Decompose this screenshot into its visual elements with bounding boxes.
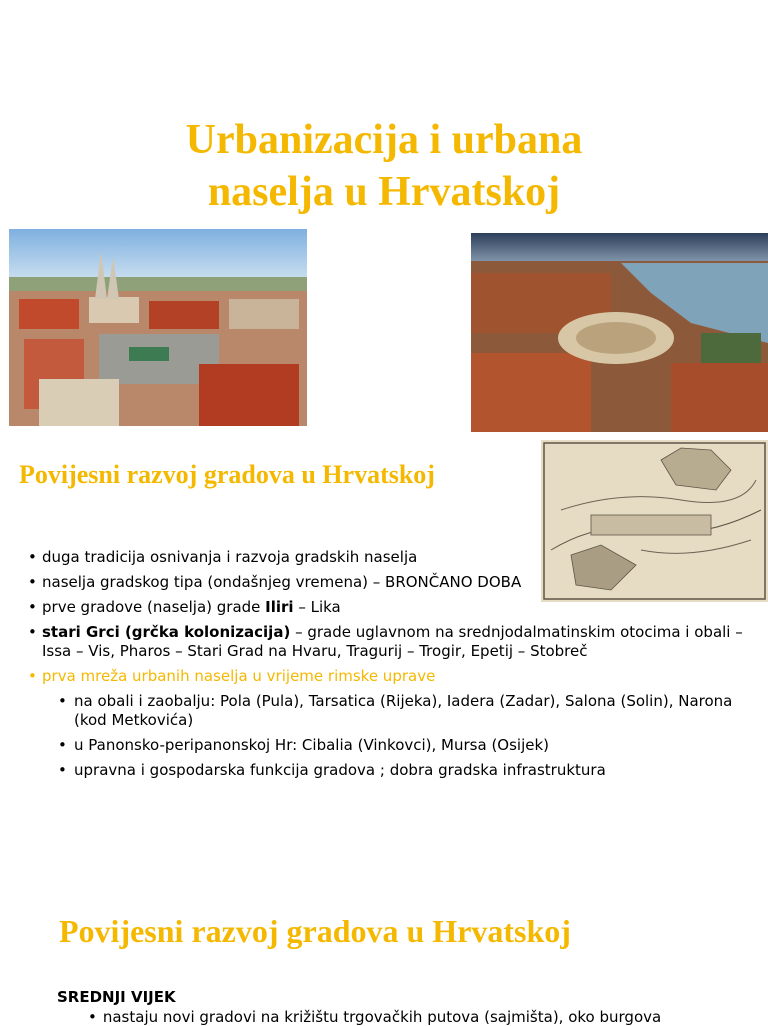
bullet-3 [28,598,768,617]
bullet-2 [28,573,768,592]
sub-bullet-3: • upravna i gospodarska funkcija gradova ; dobra gradska infrastruktura [58,761,768,780]
bullet-4-bold: stari Grci (grčka kolonizacija) [42,623,291,641]
pula-arena-photo [471,233,768,432]
bullet-3-suffix: – Lika [293,598,341,616]
bullet-4 [28,623,768,661]
section2-label: SREDNJI VIJEK [57,988,176,1006]
section2-bullet-1: • nastaju novi gradovi na križištu trgovačkih putova (sajmišta), oko burgova [88,1008,661,1026]
title-line-1: Urbanizacija i urbana [185,117,583,163]
zagreb-aerial-photo [9,229,307,426]
section2-heading: Povijesni razvoj gradova u Hrvatskoj [59,913,571,949]
bullet-4-suffix: – grade uglavnom na srednjodalmatinskim otocima i obali – Issa – Vis, Pharos – Stari Grad na Hvaru, Tragurij – Trogir, Epetij – Stobreč [42,623,743,660]
slide-title [0,114,768,218]
bullet-1-text: duga tradicija osnivanja i razvoja gradskih naselja [42,548,418,566]
bullet-3-bold: Iliri [265,598,294,616]
bullet-1 [28,548,768,567]
sub-bullet-2: • u Panonsko-peripanonskoj Hr: Cibalia (Vinkovci), Mursa (Osijek) [58,736,768,755]
sub-bullet-1: • na obali i zaobalju: Pola (Pula), Tarsatica (Rijeka), Iadera (Zadar), Salona (Solin), Narona (kod Metkovića) [58,692,768,730]
bullet-5-text: prva mreža urbanih naselja u vrijeme rimske uprave [42,667,436,685]
bullet-2-text: naselja gradskog tipa (ondašnjeg vremena) – BRONČANO DOBA [42,573,522,591]
section1-heading: Povijesni razvoj gradova u Hrvatskoj [19,460,435,489]
bullet-5 [28,667,768,686]
bullet-3-prefix: prve gradove (naselja) grade [42,598,266,616]
section1-bullet-list [28,548,768,786]
title-line-2: naselja u Hrvatskoj [207,169,561,215]
